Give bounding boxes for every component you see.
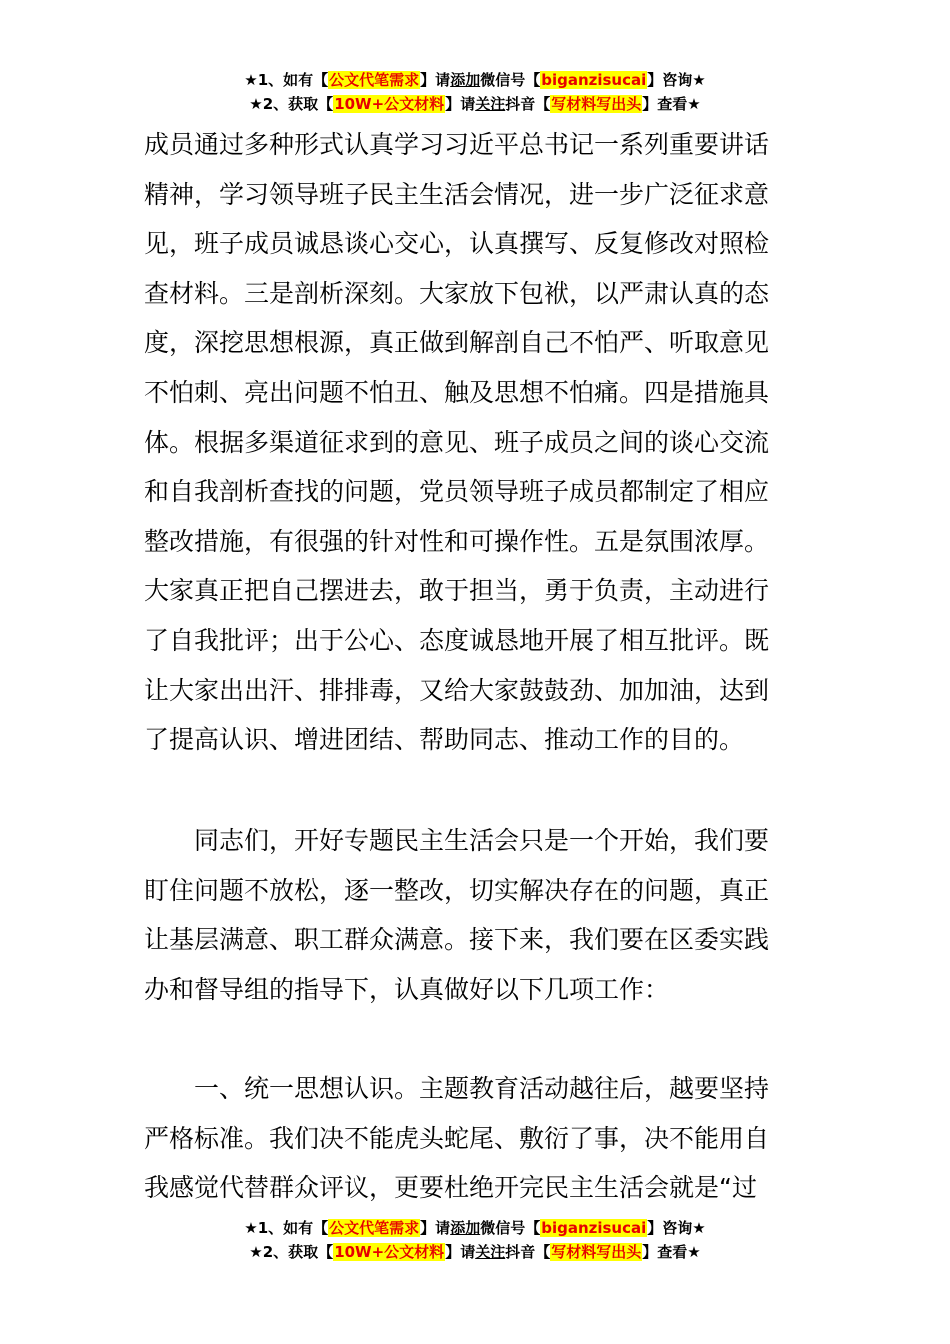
banner-text: 】查看★ — [642, 1243, 701, 1261]
paragraph-2 — [144, 816, 809, 1014]
underlined-text: 添加 — [450, 1219, 481, 1237]
text-line: 让大家出出汗、排排毒，又给大家鼓鼓劲、加加油，达到 — [144, 675, 770, 705]
banner-text: ★2、获取【 — [249, 1243, 334, 1261]
text-line: 见，班子成员诚恳谈心交心，认真撰写、反复修改对照检 — [144, 229, 770, 259]
banner-line-2 — [0, 1240, 950, 1264]
text-line: 一、统一思想认识。主题教育活动越往后，越要坚持 — [194, 1074, 770, 1103]
underlined-text: 添加 — [450, 71, 481, 89]
highlight-materials: 10W+公文材料 — [334, 95, 445, 113]
highlight-douyin: 写材料写出头 — [551, 1243, 642, 1261]
banner-line-1 — [0, 1216, 950, 1240]
banner-text: 抖音【 — [505, 1243, 551, 1261]
banner-line-1 — [0, 68, 950, 92]
text-line: 办和督导组的指导下，认真做好以下几项工作： — [144, 974, 670, 1004]
text-line: 精神，学习领导班子民主生活会情况，进一步广泛征求意 — [144, 179, 770, 209]
banner-text: 】请 — [420, 1219, 451, 1237]
paragraph-text — [144, 120, 809, 765]
text-line: 和自我剖析查找的问题，党员领导班子成员都制定了相应 — [144, 477, 770, 507]
text-line: 让基层满意、职工群众满意。接下来，我们要在区委实践 — [144, 925, 770, 955]
banner-text: 】查看★ — [642, 95, 701, 113]
banner-line-2 — [0, 92, 950, 116]
paragraph-text — [144, 816, 809, 1014]
underlined-text: 关注 — [475, 95, 506, 113]
footer-banner — [0, 1216, 950, 1264]
banner-text: 】咨询★ — [647, 1219, 706, 1237]
text-line: 严格标准。我们决不能虎头蛇尾、敷衍了事，决不能用自 — [144, 1123, 770, 1153]
underlined-text: 关注 — [475, 1243, 506, 1261]
banner-text: ★2、获取【 — [249, 95, 334, 113]
text-line: 盯住问题不放松，逐一整改，切实解决存在的问题，真正 — [144, 875, 770, 905]
highlight-service: 公文代笔需求 — [329, 71, 420, 89]
banner-text: 】请 — [445, 1243, 476, 1261]
banner-text: 抖音【 — [505, 95, 551, 113]
banner-text: 】请 — [445, 95, 476, 113]
paragraph-text — [144, 1064, 809, 1213]
banner-text: 微信号【 — [480, 71, 541, 89]
text-line: 体。根据多渠道征求到的意见、班子成员之间的谈心交流 — [144, 427, 770, 457]
paragraph-1 — [144, 120, 809, 765]
highlight-wechat-id: biganzisucai — [541, 71, 647, 89]
text-line: 了自我批评；出于公心、态度诚恳地开展了相互批评。既 — [144, 625, 770, 655]
banner-text: 】请 — [420, 71, 451, 89]
text-line: 了提高认识、增进团结、帮助同志、推动工作的目的。 — [144, 725, 745, 755]
text-line: 整改措施，有很强的针对性和可操作性。五是氛围浓厚。 — [144, 526, 770, 556]
text-line: 度，深挖思想根源，真正做到解剖自己不怕严、听取意见 — [144, 328, 770, 358]
banner-text: 】咨询★ — [647, 71, 706, 89]
banner-text: ★1、如有【 — [244, 71, 329, 89]
text-line: 大家真正把自己摆进去，敢于担当，勇于负责，主动进行 — [144, 576, 770, 606]
text-line: 我感觉代替群众评议，更要杜绝开完民主生活会就是“过 — [144, 1173, 757, 1203]
text-line: 查材料。三是剖析深刻。大家放下包袱，以严肃认真的态 — [144, 278, 770, 308]
text-line: 成员通过多种形式认真学习习近平总书记一系列重要讲话 — [144, 130, 770, 159]
paragraph-3 — [144, 1064, 809, 1213]
highlight-wechat-id: biganzisucai — [541, 1219, 647, 1237]
highlight-douyin: 写材料写出头 — [551, 95, 642, 113]
text-line: 不怕刺、亮出问题不怕丑、触及思想不怕痛。四是措施具 — [144, 377, 770, 407]
header-banner — [0, 68, 950, 116]
banner-text: ★1、如有【 — [244, 1219, 329, 1237]
banner-text: 微信号【 — [480, 1219, 541, 1237]
text-line: 同志们，开好专题民主生活会只是一个开始，我们要 — [194, 826, 770, 855]
highlight-materials: 10W+公文材料 — [334, 1243, 445, 1261]
highlight-service: 公文代笔需求 — [329, 1219, 420, 1237]
